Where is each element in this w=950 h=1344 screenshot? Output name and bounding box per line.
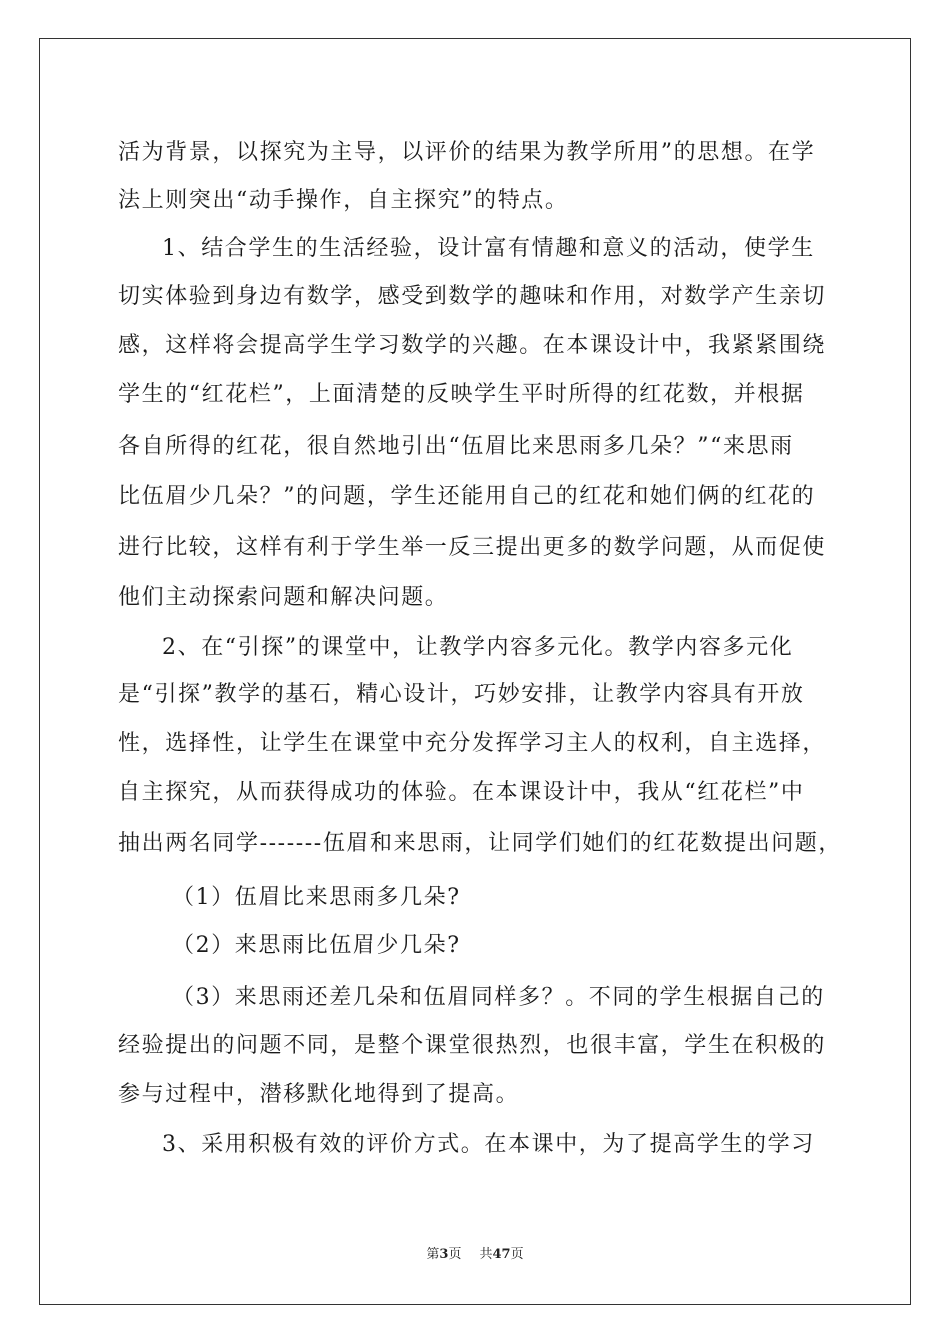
text-line-4: 切实体验到身边有数学，感受到数学的趣味和作用，对数学产生亲切 <box>118 284 827 309</box>
question-1: （1）伍眉比来思雨多几朵? <box>172 885 461 910</box>
footer-prefix: 第 <box>426 1247 440 1262</box>
paragraph-2-start: 2、在“引探”的课堂中，让教学内容多元化。教学内容多元化 <box>162 635 794 660</box>
text-line-19: 经验提出的问题不同，是整个课堂很热烈，也很丰富，学生在积极的 <box>118 1033 827 1058</box>
text-line-12: 是“引探”教学的基石，精心设计，巧妙安排，让教学内容具有开放 <box>118 682 805 707</box>
page-border <box>39 38 911 1305</box>
text-line-15: 抽出两名同学-------伍眉和来思雨，让同学们她们的红花数提出问题， <box>118 831 843 856</box>
text-line-1: 活为背景，以探究为主导，以评价的结果为教学所用”的思想。在学 <box>118 140 816 165</box>
paragraph-3-start: 3、采用积极有效的评价方式。在本课中，为了提高学生的学习 <box>162 1132 815 1157</box>
text-line-6: 学生的“红花栏”，上面清楚的反映学生平时所得的红花数，并根据 <box>118 382 805 407</box>
text-line-7: 各自所得的红花，很自然地引出“伍眉比来思雨多几朵？”“来思雨 <box>118 434 794 459</box>
text-line-20: 参与过程中，潜移默化地得到了提高。 <box>118 1082 520 1107</box>
text-line-14: 自主探究，从而获得成功的体验。在本课设计中，我从“红花栏”中 <box>118 780 805 805</box>
text-line-9: 进行比较，这样有利于学生举一反三提出更多的数学问题，从而促使 <box>118 535 827 560</box>
footer-current-page: 3 <box>439 1247 449 1262</box>
text-line-5: 感，这样将会提高学生学习数学的兴趣。在本课设计中，我紧紧围绕 <box>118 333 827 358</box>
text-line-13: 性，选择性，让学生在课堂中充分发挥学习主人的权利，自主选择， <box>118 731 827 756</box>
question-3: （3）来思雨还差几朵和伍眉同样多？。不同的学生根据自己的 <box>172 985 825 1010</box>
text-line-8: 比伍眉少几朵？”的问题，学生还能用自己的红花和她们俩的红花的 <box>118 484 816 509</box>
paragraph-1-start: 1、结合学生的生活经验，设计富有情趣和意义的活动，使学生 <box>162 236 815 261</box>
footer-total-suffix: 页 <box>510 1247 524 1262</box>
footer-total-pages: 47 <box>492 1247 511 1262</box>
text-line-10: 他们主动探索问题和解决问题。 <box>118 585 449 610</box>
page-footer <box>0 1246 950 1264</box>
text-line-2: 法上则突出“动手操作，自主探究”的特点。 <box>118 188 569 213</box>
question-2: （2）来思雨比伍眉少几朵? <box>172 933 461 958</box>
footer-page-word: 页 <box>448 1247 462 1262</box>
footer-total-prefix: 共 <box>479 1247 493 1262</box>
